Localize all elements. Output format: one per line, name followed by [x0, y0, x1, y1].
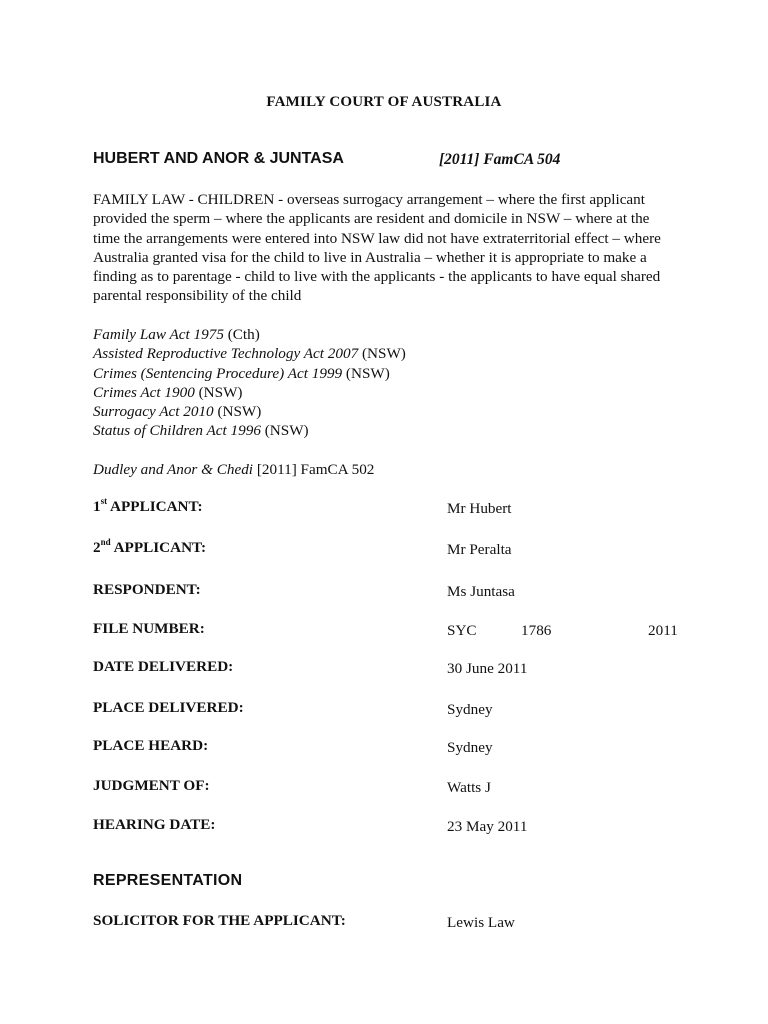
solicitor-label: SOLICITOR FOR THE APPLICANT: [93, 912, 346, 929]
ordinal-suffix: nd [100, 536, 111, 547]
judgment-of-label: JUDGMENT OF: [93, 777, 210, 794]
cited-case-title: Dudley and Anor & Chedi [93, 461, 254, 478]
legislation-item [93, 325, 678, 344]
legislation-jurisdiction: (Cth) [223, 326, 260, 343]
respondent-value: Ms Juntasa [447, 583, 515, 600]
label-text: APPLICANT: [110, 539, 207, 556]
hearing-date-label: HEARING DATE: [93, 816, 216, 833]
case-name: HUBERT AND ANOR & JUNTASA [93, 150, 344, 167]
ordinal-number: 2 [93, 539, 101, 556]
date-delivered-row [93, 658, 713, 680]
judgment-of-row [93, 777, 713, 799]
legislation-title: Family Law Act 1975 [93, 326, 224, 343]
case-citation: [2011] FamCA 504 [439, 151, 561, 168]
judgment-of-value: Watts J [447, 779, 491, 796]
date-delivered-label: DATE DELIVERED: [93, 658, 234, 675]
first-applicant-label [93, 495, 203, 516]
file-number-row [93, 620, 713, 642]
place-heard-row [93, 737, 713, 759]
legislation-item [93, 383, 678, 402]
legislation-list [93, 325, 678, 441]
second-applicant-value: Mr Peralta [447, 541, 512, 558]
ordinal-suffix: st [100, 495, 108, 506]
first-applicant-row [93, 495, 713, 520]
legislation-jurisdiction: (NSW) [342, 364, 390, 382]
place-heard-label: PLACE HEARD: [93, 737, 209, 754]
first-applicant-value: Mr Hubert [447, 500, 512, 517]
legislation-title: Crimes (Sentencing Procedure) Act 1999 [93, 364, 343, 382]
file-year: 2011 [648, 622, 678, 639]
solicitor-value: Lewis Law [447, 914, 515, 931]
file-number-value: 1786 [521, 622, 552, 639]
legislation-title: Crimes Act 1900 [93, 383, 195, 401]
solicitor-row [93, 912, 713, 934]
respondent-row [93, 581, 713, 603]
place-delivered-value: Sydney [447, 701, 493, 718]
file-number-label: FILE NUMBER: [93, 620, 205, 637]
second-applicant-row [93, 536, 713, 561]
ordinal-number: 1 [93, 498, 101, 515]
legislation-jurisdiction: (NSW) [213, 403, 262, 421]
cases-cited [93, 460, 678, 479]
legislation-item [93, 344, 678, 363]
legislation-item [93, 421, 678, 440]
place-delivered-label: PLACE DELIVERED: [93, 699, 244, 716]
representation-heading: REPRESENTATION [93, 872, 243, 889]
legislation-jurisdiction: (NSW) [358, 345, 406, 363]
case-header [93, 150, 713, 172]
place-delivered-row [93, 699, 713, 721]
second-applicant-label [93, 536, 207, 557]
respondent-label: RESPONDENT: [93, 581, 201, 598]
date-delivered-value: 30 June 2011 [447, 660, 528, 677]
place-heard-value: Sydney [447, 739, 493, 756]
legislation-item [93, 364, 678, 383]
label-text: APPLICANT: [107, 498, 203, 515]
file-registry: SYC [447, 622, 477, 639]
hearing-date-value: 23 May 2011 [447, 818, 528, 835]
legislation-item [93, 402, 678, 421]
catchwords: FAMILY LAW - CHILDREN - overseas surrogacy arrangement – where the first applicant provided the sperm – where the applicants are resident and domicile in NSW – where at the time the arrangements were entered into NSW law did not have extraterritorial effect – where Australia granted visa for the child to live in Australia – whether it is appropriate to make a finding as to parentage - child to live with the applicants - the applicants to have equal shared parental responsibility of the child [93, 191, 661, 305]
cited-case-citation: [2011] FamCA 502 [253, 461, 375, 478]
court-title: FAMILY COURT OF AUSTRALIA [266, 94, 502, 110]
legislation-jurisdiction: (NSW) [260, 422, 309, 440]
legislation-title: Surrogacy Act 2010 [93, 403, 214, 421]
legislation-title: Assisted Reproductive Technology Act 2007 [93, 345, 359, 363]
hearing-date-row [93, 816, 713, 838]
legislation-title: Status of Children Act 1996 [93, 422, 261, 440]
legislation-jurisdiction: (NSW) [194, 383, 243, 401]
